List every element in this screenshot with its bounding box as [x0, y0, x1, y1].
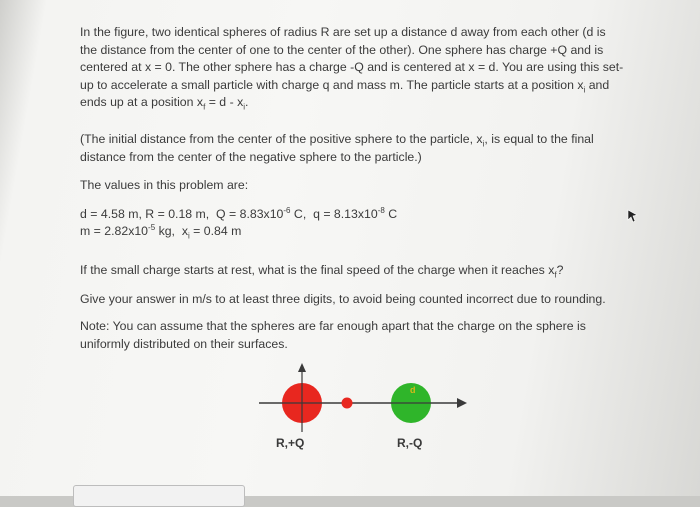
- values-heading: The values in this problem are:: [80, 178, 249, 192]
- values-row-2: [80, 223, 397, 240]
- value-q: q = 8.13x10: [313, 207, 378, 221]
- instruction: Give your answer in m/s to at least three digits, to avoid being counted incorrect due to rounding.: [80, 292, 606, 306]
- intro-line-5: ends up at a position x: [80, 95, 204, 109]
- intro-line-4-end: and: [585, 77, 610, 92]
- value-xi-sub: i: [187, 231, 190, 241]
- intro-line-4-sub: i: [583, 84, 586, 94]
- values-block: [80, 206, 397, 240]
- value-m: m = 2.82x10: [80, 224, 149, 238]
- value-m-unit: kg,: [155, 224, 175, 238]
- small-particle: [342, 398, 353, 409]
- intro-line-5-sub2: i: [243, 102, 246, 112]
- note-line-1-end: , is equal to the final: [484, 132, 594, 146]
- intro-line-5-sub1: f: [203, 102, 206, 112]
- value-d: d = 4.58 m,: [80, 207, 142, 221]
- note-line-1-sub: i: [482, 139, 485, 149]
- value-Q-exponent: -6: [283, 206, 291, 215]
- value-R: R = 0.18 m,: [145, 207, 210, 221]
- note-line-1: (The initial distance from the center of the positive sphere to the particle, x: [80, 132, 483, 146]
- value-Q-unit: C,: [290, 207, 307, 221]
- intro-line-5-end: .: [245, 95, 249, 109]
- footnote: [80, 318, 640, 353]
- value-xi: x: [181, 224, 188, 238]
- values-row-1: [80, 206, 397, 223]
- y-axis-arrowhead: [298, 363, 306, 372]
- spheres-figure: [255, 360, 475, 440]
- question-text: If the small charge starts at rest, what is the final speed of the charge when it reaches x: [80, 263, 555, 277]
- question-end: ?: [556, 263, 564, 277]
- d-marker: d: [410, 385, 416, 395]
- problem-intro: [80, 24, 640, 112]
- value-Q: Q = 8.83x10: [216, 207, 284, 221]
- footnote-line-1: Note: You can assume that the spheres are far enough apart that the charge on the sphere is: [80, 319, 586, 333]
- value-m-exponent: -5: [148, 223, 156, 232]
- label-negative-sphere: R,-Q: [397, 436, 423, 450]
- x-axis-arrowhead: [457, 398, 467, 408]
- intro-line-1: In the figure, two identical spheres of radius R are set up a distance d away from each other (d is: [80, 25, 606, 39]
- intro-line-2: the distance from the center of one to the center of the other). One sphere has charge +Q and is: [80, 42, 604, 57]
- value-q-exponent: -8: [377, 206, 385, 215]
- question-sub: f: [554, 270, 557, 280]
- intro-line-3: centered at x = 0. The other sphere has a charge -Q and is centered at x = d. You are using this set-: [80, 60, 624, 74]
- mouse-cursor-icon: [627, 209, 639, 223]
- footnote-line-2: uniformly distributed on their surfaces.: [80, 336, 288, 351]
- intro-line-4: up to accelerate a small particle with charge q and mass m. The particle starts at a position x: [80, 77, 584, 92]
- problem-note: [80, 131, 640, 166]
- answer-input[interactable]: [73, 485, 245, 507]
- question: [80, 262, 640, 280]
- value-q-unit: C: [384, 207, 398, 221]
- note-line-2: distance from the center of the negative sphere to the particle.): [80, 149, 422, 164]
- label-positive-sphere: R,+Q: [276, 436, 305, 450]
- value-xi-value: = 0.84 m: [189, 224, 242, 238]
- intro-line-5-mid: = d - x: [205, 95, 244, 109]
